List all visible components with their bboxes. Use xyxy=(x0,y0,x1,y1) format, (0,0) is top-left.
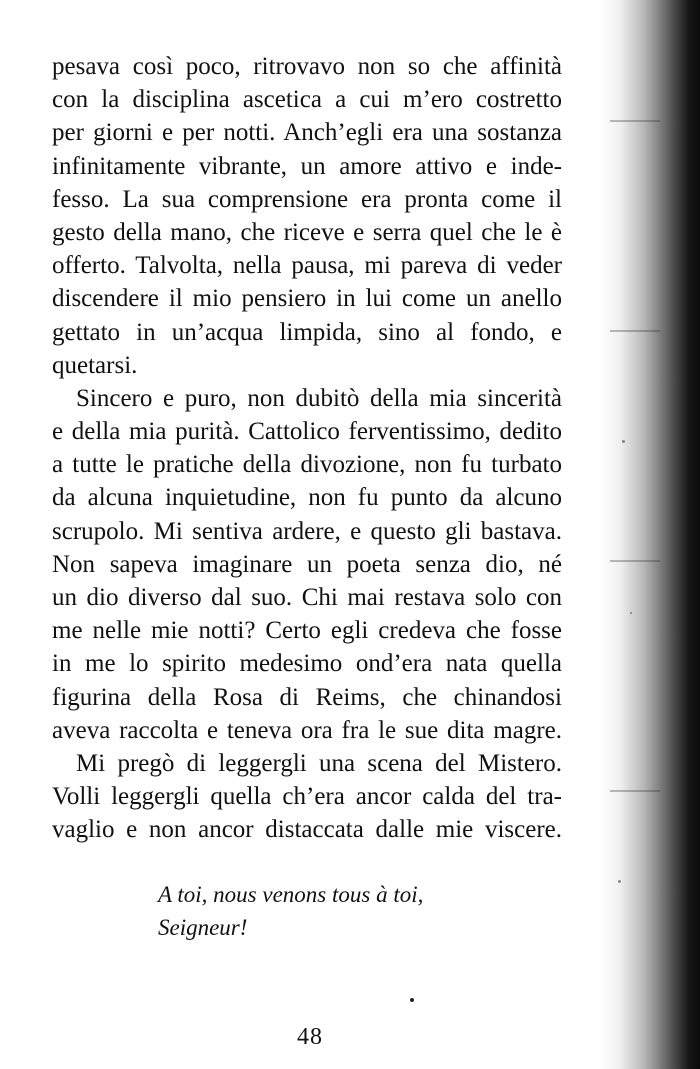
scan-streak xyxy=(610,330,660,332)
scan-streak xyxy=(610,120,660,122)
verse-line: A toi, nous venons tous à toi, xyxy=(158,882,424,907)
text-line: pesava così poco, ritrovavo non so che affinità xyxy=(52,53,562,80)
text-line: un dio diverso dal suo. Chi mai restava solo con xyxy=(52,584,562,611)
scan-speck xyxy=(410,998,414,1002)
text-line: da alcuna inquietudine, non fu punto da alcuno xyxy=(52,484,562,512)
scan-streak xyxy=(610,560,660,562)
text-line: offerto. Talvolta, nella pausa, mi pareva di veder xyxy=(52,252,562,280)
text-line: Mi pregò di leggergli una scena del Mistero. xyxy=(76,749,562,777)
verse-line: Seigneur! xyxy=(158,915,248,940)
text-line: aveva raccolta e teneva ora fra le sue dita magre. xyxy=(52,716,562,744)
text-line: per giorni e per notti. Anch’egli era una sostanza xyxy=(52,119,562,147)
scan-speck xyxy=(618,880,621,883)
text-line: vaglio e non ancor distaccata dalle mie viscere. xyxy=(52,816,562,844)
text-line: gesto della mano, che riceve e serra quel che le è xyxy=(52,218,562,246)
text-line: me nelle mie notti? Certo egli credeva che fosse xyxy=(52,617,562,645)
text-line: fesso. La sua comprensione era pronta come il xyxy=(52,185,562,213)
text-line: Non sapeva imaginare un poeta senza dio, né xyxy=(52,550,562,578)
text-line: quetarsi. xyxy=(52,351,138,379)
binding-shadow xyxy=(600,0,700,1069)
verse-quote xyxy=(158,878,478,944)
text-line: figurina della Rosa di Reims, che chinandosi xyxy=(52,683,562,711)
text-line: discendere il mio pensiero in lui come un anello xyxy=(52,285,562,313)
scan-streak xyxy=(610,790,660,792)
text-line: in me lo spirito medesimo ond’era nata quella xyxy=(52,650,562,678)
text-line: infinitamente vibrante, un amore attivo e inde- xyxy=(52,152,562,180)
text-line: Sincero e puro, non dubitò della mia sincerità xyxy=(76,384,562,412)
body-text xyxy=(52,50,562,847)
text-line: Volli leggergli quella ch’era ancor calda del tra- xyxy=(52,783,562,811)
scan-speck xyxy=(630,612,632,614)
text-line: e della mia purità. Cattolico ferventissimo, dedito xyxy=(52,418,562,446)
scan-speck xyxy=(622,440,625,443)
page-number: 48 xyxy=(297,1024,323,1050)
text-line: scrupolo. Mi sentiva ardere, e questo gli bastava. xyxy=(52,517,562,545)
text-line: con la disciplina ascetica a cui m’ero costretto xyxy=(52,86,562,114)
text-line: gettato in un’acqua limpida, sino al fondo, e xyxy=(52,318,562,346)
text-line: a tutte le pratiche della divozione, non fu turbato xyxy=(52,451,562,479)
